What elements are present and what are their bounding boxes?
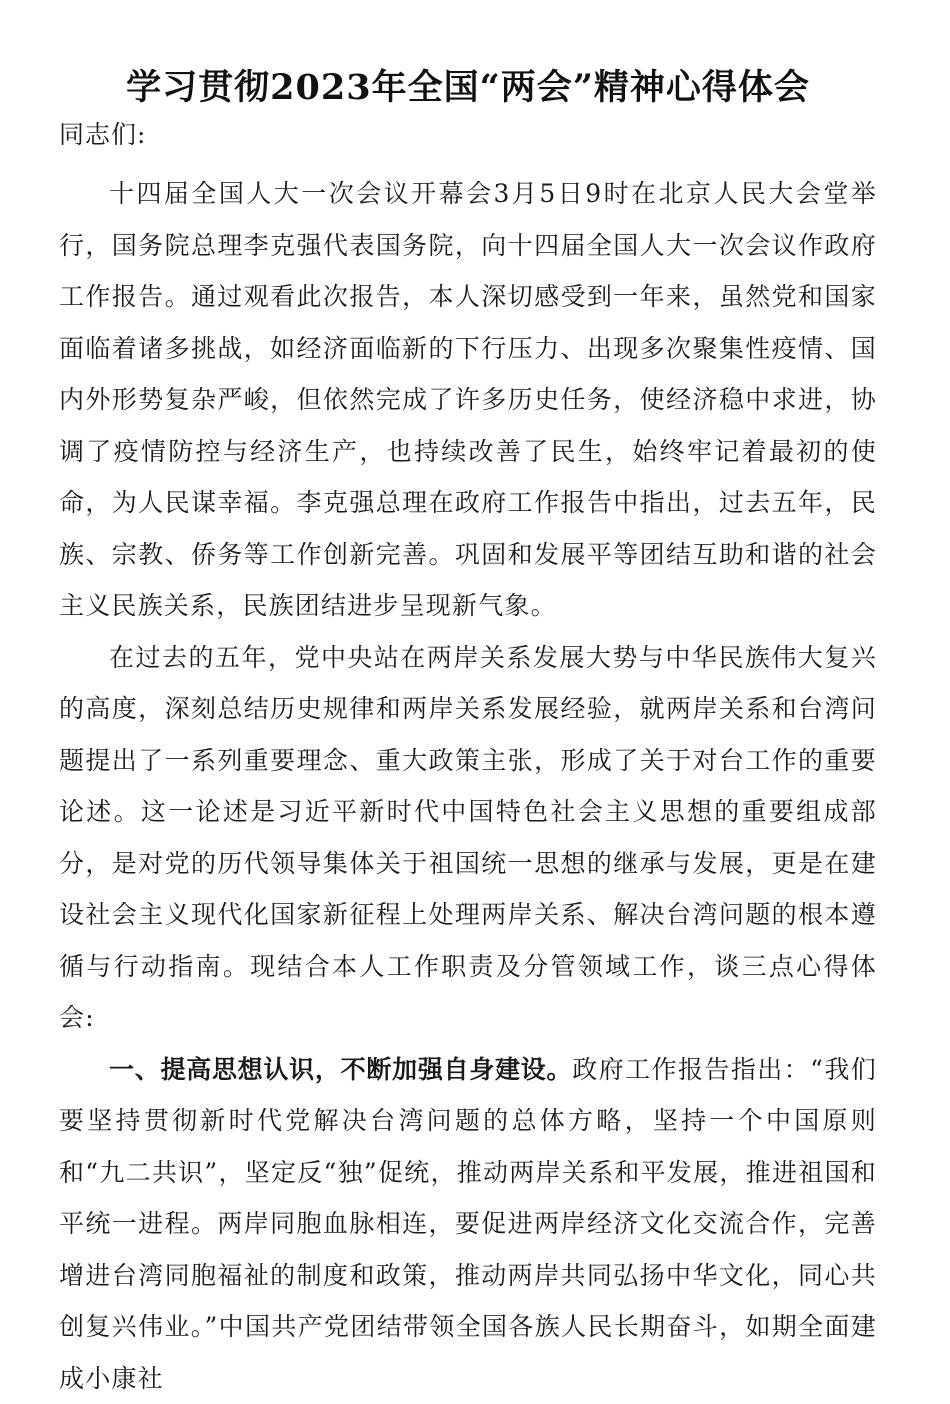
paragraph-3-heading: 一、提高思想认识，不断加强自身建设。 bbox=[109, 1055, 572, 1084]
paragraph-2-text: 在过去的五年，党中央站在两岸关系发展大势与中华民族伟大复兴的高度，深刻总结历史规律和两岸关系发展经验，就两岸关系和台湾问题提出了一系列重要理念、重大政策主张，形成了关于对台工作的重要论述。这一论述是习近平新时代中国特色社会主义思想的重要组成部分，是对党的历代领导集体关于祖国统一思想的继承与发展，更是在建设社会主义现代化国家新征程上处理两岸关系、解决台湾问题的根本遵循与行动指南。现结合本人工作职责及分管领域工作，谈三点心得体会: bbox=[59, 643, 877, 1033]
document-page bbox=[59, 58, 877, 1404]
salutation: 同志们: bbox=[59, 118, 877, 152]
paragraph-2 bbox=[59, 632, 877, 1044]
paragraph-3 bbox=[59, 1044, 877, 1404]
document-title: 学习贯彻2023年全国“两会”精神心得体会 bbox=[59, 58, 877, 118]
paragraph-3-text: 政府工作报告指出：“我们要坚持贯彻新时代党解决台湾问题的总体方略，坚持一个中国原则和“九二共识”，坚定反“独”促统，推动两岸关系和平发展，推进祖国和平统一进程。两岸同胞血脉相连，要促进两岸经济文化交流合作，完善增进台湾同胞福祉的制度和政策，推动两岸共同弘扬中华文化，同心共创复兴伟业。”中国共产党团结带领全国各族人民长期奋斗，如期全面建成小康社 bbox=[59, 1055, 877, 1393]
paragraph-1 bbox=[59, 168, 877, 632]
paragraph-1-text: 十四届全国人大一次会议开幕会3月5日9时在北京人民大会堂举行，国务院总理李克强代表国务院，向十四届全国人大一次会议作政府工作报告。通过观看此次报告，本人深切感受到一年来，虽然党和国家面临着诸多挑战，如经济面临新的下行压力、出现多次聚集性疫情、国内外形势复杂严峻，但依然完成了许多历史任务，使经济稳中求进，协调了疫情防控与经济生产，也持续改善了民生，始终牢记着最初的使命，为人民谋幸福。李克强总理在政府工作报告中指出，过去五年，民族、宗教、侨务等工作创新完善。巩固和发展平等团结互助和谐的社会主义民族关系，民族团结进步呈现新气象。 bbox=[59, 179, 877, 620]
